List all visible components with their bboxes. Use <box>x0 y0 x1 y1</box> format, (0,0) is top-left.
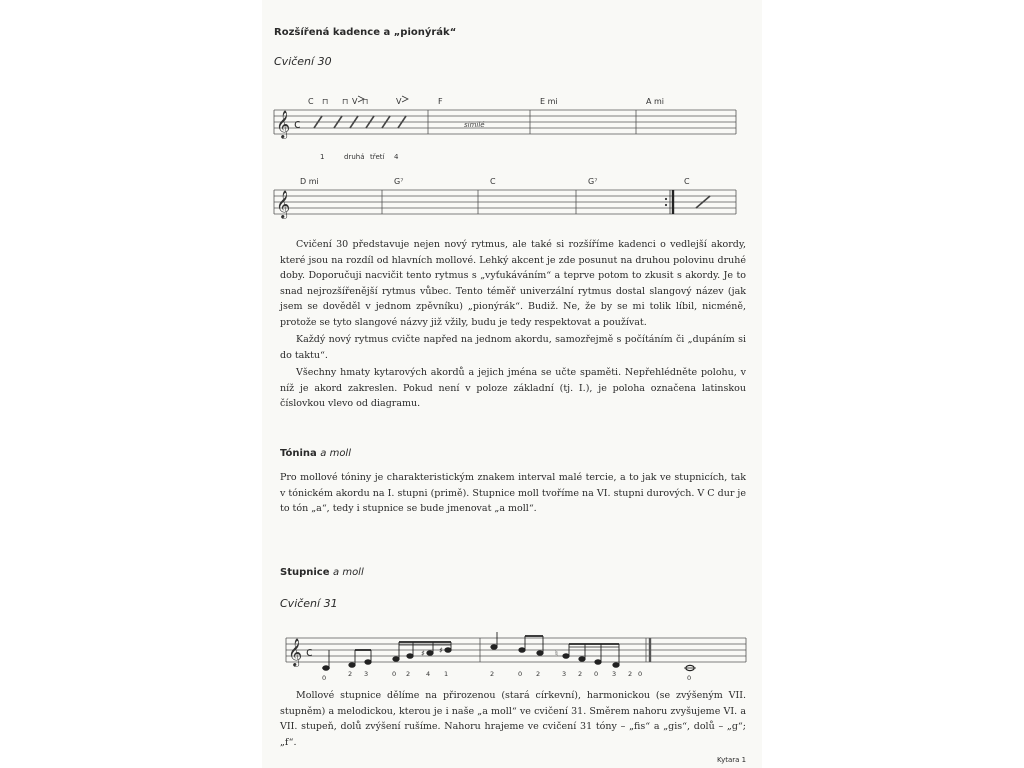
accent-icon <box>402 96 408 102</box>
chord-symbol: E mi <box>540 97 558 106</box>
down-strum-icon: ⊓ <box>362 97 369 106</box>
body-text-block-3 <box>280 688 746 750</box>
svg-text:3: 3 <box>562 670 567 678</box>
down-strum-icon: ⊓ <box>342 97 349 106</box>
music-staff-scale <box>282 620 752 682</box>
paragraph: Všechny hmaty kytarových akordů a jejich jména se učte spaměti. Nepřehlédněte polohu, v níž je akord zakreslen. Pokud není v poloze základní (tj. I.), je poloha označena latinskou číslovkou vlevo od diagramu. <box>280 367 746 409</box>
fingering-row <box>320 153 399 161</box>
svg-text:třetí: třetí <box>370 153 385 161</box>
chord-symbol: G⁷ <box>588 177 598 186</box>
svg-text:4: 4 <box>426 670 431 678</box>
svg-text:0: 0 <box>638 670 643 678</box>
svg-text:1: 1 <box>320 153 325 161</box>
section-heading-scale: Stupnice a moll <box>280 567 364 578</box>
treble-clef-icon: 𝄞 <box>276 190 291 218</box>
chord-symbol: C <box>684 177 690 186</box>
exercise-30-label: Cvičení 30 <box>274 55 332 68</box>
down-strum-icon: ⊓ <box>322 97 329 106</box>
chord-symbol: V <box>396 97 402 106</box>
page-footer: Kytara 1 <box>717 756 747 764</box>
svg-text:0: 0 <box>392 670 397 678</box>
svg-text:1: 1 <box>444 670 449 678</box>
body-text-block-2 <box>280 470 746 517</box>
book-page <box>262 0 762 768</box>
strum-marks <box>322 97 368 106</box>
svg-text:0: 0 <box>687 674 692 682</box>
svg-text:♯: ♯ <box>421 649 425 658</box>
svg-text:2: 2 <box>536 670 541 678</box>
svg-text:2: 2 <box>628 670 633 678</box>
music-staff-2 <box>270 172 740 224</box>
svg-text:2: 2 <box>406 670 411 678</box>
section-heading-key: Tónina a moll <box>280 448 351 459</box>
chord-symbol: G⁷ <box>394 177 404 186</box>
svg-text:♯: ♯ <box>439 646 443 655</box>
fingering-row <box>322 670 691 682</box>
chord-symbol: C <box>308 97 314 106</box>
svg-text:0: 0 <box>322 674 327 682</box>
simile-marking: similé <box>464 121 485 129</box>
exercise-31-label: Cvičení 31 <box>280 597 338 610</box>
music-staff-1 <box>270 92 740 164</box>
section-heading-cadence: Rozšířená kadence a „pionýrák“ <box>274 27 457 38</box>
paragraph: Pro mollové tóniny je charakteristickým znakem interval malé tercie, a to jak ve stupnicích, tak v tónickém akordu na I. stupni (primě). Stupnice moll tvoříme na VI. stupni durových. V C dur je to tón „a“, tedy i stupnice se bude jmenovat „a moll“. <box>280 472 746 514</box>
svg-text:2: 2 <box>490 670 495 678</box>
chord-symbol: C <box>490 177 496 186</box>
svg-text:3: 3 <box>612 670 617 678</box>
paragraph: Cvičení 30 představuje nejen nový rytmus, ale také si rozšíříme kadenci o vedlejší akordy, které jsou na rozdíl od hlavních mollové. Lehký akcent je zde posunut na druhou polovinu druhé doby. Doporučuji nacvičit tento rytmus s „vyťukáváním“ a teprve potom to zkusit s akordy. Je to snad nejrozšířenější rytmus vůbec. Tento téměř univerzální rytmus dostal slangový název (jak jsem se dověděl v jednom zpěvníku) „pionýrák“. Budiž. Ne, že by se mi tolik líbil, nicméně, protože se tyto slangové názvy již vžily, budu je tedy respektovat a používat. <box>280 239 746 328</box>
svg-text:druhá: druhá <box>344 153 365 161</box>
common-time-icon: c <box>306 645 313 659</box>
svg-text:2: 2 <box>348 670 353 678</box>
body-text-block-1 <box>280 237 746 412</box>
svg-text:2: 2 <box>578 670 583 678</box>
paragraph: Každý nový rytmus cvičte napřed na jednom akordu, samozřejmě s počítáním či „dupáním si do taktu“. <box>280 334 746 361</box>
chord-symbols <box>300 177 690 186</box>
chord-symbol: F <box>438 97 443 106</box>
chord-symbol: A mi <box>646 97 665 106</box>
svg-text:3: 3 <box>364 670 369 678</box>
svg-text:4: 4 <box>394 153 399 161</box>
chord-symbol: V <box>352 97 358 106</box>
chord-symbol: D mi <box>300 177 319 186</box>
treble-clef-icon: 𝄞 <box>288 638 303 666</box>
svg-text:0: 0 <box>518 670 523 678</box>
paragraph: Mollové stupnice dělíme na přirozenou (stará církevní), harmonickou (se zvýšeným VII. stupněm) a melodickou, kterou je i naše „a moll“ ve cvičení 31. Směrem nahoru zvyšujeme VI. a VII. stupeň, dolů zvýšení rušíme. Nahoru hrajeme ve cvičení 31 tóny – „fis“ a „gis“, dolů – „g“; „f“. <box>280 690 746 748</box>
common-time-icon: c <box>294 117 301 131</box>
treble-clef-icon: 𝄞 <box>276 110 291 138</box>
svg-text:♮: ♮ <box>555 649 558 658</box>
svg-text:0: 0 <box>594 670 599 678</box>
